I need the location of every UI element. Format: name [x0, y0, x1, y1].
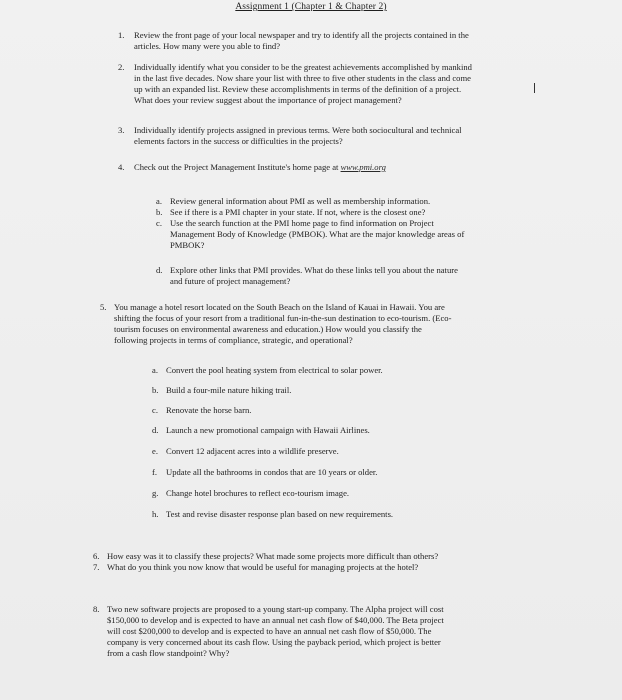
question-number: 2. [118, 62, 125, 72]
item-letter: h. [152, 509, 159, 519]
question-line: elements factors in the success or difficulties in the projects? [134, 136, 343, 146]
item-text: Change hotel brochures to reflect eco-tourism image. [166, 488, 350, 498]
question-line: $150,000 to develop and is expected to have an annual net cash flow of $40,000. The Beta project [107, 615, 444, 625]
item-letter: g. [152, 488, 159, 498]
page-title: Assignment 1 (Chapter 1 & Chapter 2) [235, 2, 387, 12]
question-line: Review the front page of your local newspaper and try to identify all the projects contained in the [134, 30, 469, 40]
item-text: Update all the bathrooms in condos that are 10 years or older. [166, 467, 378, 477]
question-number: 6. [93, 551, 100, 561]
item-letter: f. [152, 467, 158, 477]
item-line: Review general information about PMI as well as membership information. [170, 196, 431, 206]
question-line: Individually identify what you consider to be the greatest achievements accomplished by mankind [134, 62, 472, 72]
question-line: What does your review suggest about the importance of project management? [134, 95, 402, 105]
question-line: Individually identify projects assigned in previous terms. Were both sociocultural and technical [134, 125, 462, 135]
question-line: following projects in terms of compliance, strategic, and operational? [114, 335, 353, 345]
item-text: Convert 12 adjacent acres into a wildlife preserve. [166, 446, 339, 456]
question-line: in the last five decades. Now share your list with three to five other students in the class and come [134, 73, 471, 83]
question-number: 7. [93, 562, 100, 572]
question-line: You manage a hotel resort located on the South Beach on the Island of Kauai in Hawaii. You are [114, 302, 445, 312]
item-line: Management Body of Knowledge (PMBOK). What are the major knowledge areas of [170, 229, 465, 239]
question-number: 5. [100, 302, 107, 312]
item-letter: a. [156, 196, 162, 206]
item-text: Test and revise disaster response plan based on new requirements. [166, 509, 394, 519]
item-line: Explore other links that PMI provides. What do these links tell you about the nature [170, 265, 458, 275]
item-line: and future of project management? [170, 276, 291, 286]
question-number: 1. [118, 30, 125, 40]
question-line: shifting the focus of your resort from a traditional fun-in-the-sun destination to eco-tourism. (Eco- [114, 313, 452, 323]
item-line: See if there is a PMI chapter in your state. If not, where is the closest one? [170, 207, 426, 217]
question-line: tourism focuses on environmental awareness and education.) How would you classify the [114, 324, 422, 334]
item-letter: d. [156, 265, 163, 275]
item-letter: d. [152, 425, 159, 435]
item-letter: b. [152, 385, 159, 395]
question-line: Two new software projects are proposed to a young start-up company. The Alpha project will cost [107, 604, 444, 614]
text-cursor [534, 83, 535, 93]
item-text: Renovate the horse barn. [166, 405, 252, 415]
question-line: How easy was it to classify these projects? What made some projects more difficult than others? [107, 551, 439, 561]
item-letter: a. [152, 365, 158, 375]
question-line: company is very concerned about its cash flow. Using the payback period, which project is better [107, 637, 441, 647]
item-letter: e. [152, 446, 158, 456]
question-text: Check out the Project Management Institute's home page at [134, 162, 341, 172]
item-letter: c. [156, 218, 162, 228]
item-letter: c. [152, 405, 158, 415]
question-line: What do you think you now know that would be useful for managing projects at the hotel? [107, 562, 419, 572]
question-line: will cost $200,000 to develop and is expected to have an annual net cash flow of $50,000. The [107, 626, 432, 636]
item-line: PMBOK? [170, 240, 205, 250]
item-text: Launch a new promotional campaign with Hawaii Airlines. [166, 425, 370, 435]
question-number: 3. [118, 125, 125, 135]
question-line: up with an expanded list. Review these accomplishments in terms of the definition of a project. [134, 84, 462, 94]
item-line: Use the search function at the PMI home page to find information on Project [170, 218, 434, 228]
pmi-link[interactable]: www.pmi.org [340, 162, 386, 172]
question-line: from a cash flow standpoint? Why? [107, 648, 230, 658]
question-number: 4. [118, 162, 125, 172]
item-letter: b. [156, 207, 163, 217]
item-text: Build a four-mile nature hiking trail. [166, 385, 292, 395]
question-line: articles. How many were you able to find? [134, 41, 281, 51]
question-number: 8. [93, 604, 100, 614]
item-text: Convert the pool heating system from electrical to solar power. [166, 365, 383, 375]
